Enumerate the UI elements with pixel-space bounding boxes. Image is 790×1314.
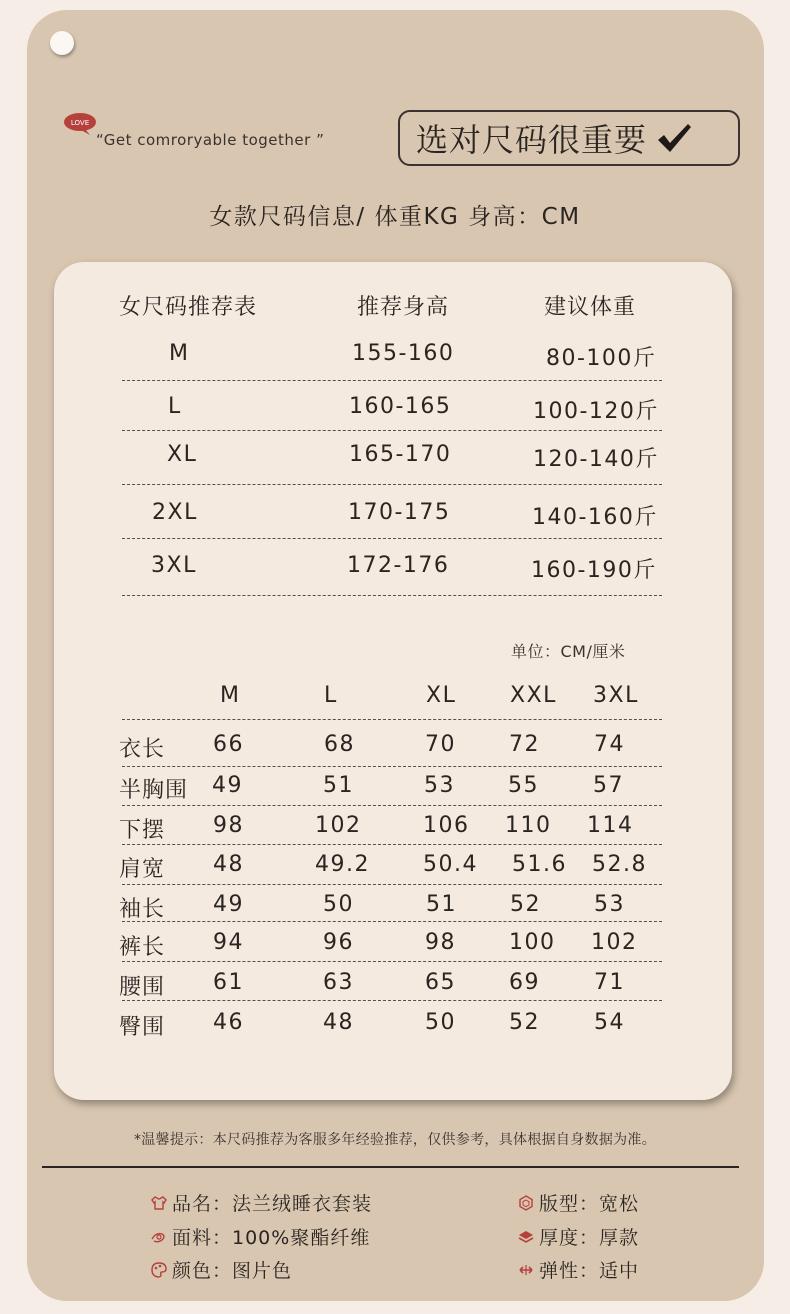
size-row-weight: 140-160斤: [532, 505, 658, 530]
measure-value: 50: [425, 1010, 456, 1035]
info-fit-text: 版型：宽松: [539, 1193, 640, 1215]
measure-row-label: 腰围: [119, 975, 166, 1000]
row-divider: [122, 961, 662, 962]
row-divider: [122, 595, 662, 596]
love-heart-badge-icon: [63, 112, 99, 136]
layers-icon: [517, 1228, 535, 1246]
measure-row-label: 衣长: [119, 737, 166, 762]
checkmark-icon: [655, 121, 693, 155]
measure-value: 74: [594, 732, 625, 757]
size-row-size: XL: [167, 442, 198, 467]
measure-value: 66: [213, 732, 244, 757]
size-row-height: 160-165: [349, 394, 452, 419]
measure-row-label: 肩宽: [119, 857, 166, 882]
row-divider: [122, 805, 662, 806]
size-row-weight: 120-140斤: [533, 447, 659, 472]
row-divider: [122, 484, 662, 485]
row-divider: [122, 719, 662, 720]
measure-value: 98: [213, 813, 244, 838]
measure-value: 51: [323, 773, 354, 798]
measure-col-header: M: [220, 683, 241, 708]
measure-value: 68: [324, 732, 355, 757]
row-divider: [122, 380, 662, 381]
hexagon-icon: [517, 1194, 535, 1212]
info-product-name-text: 品名：法兰绒睡衣套装: [172, 1193, 373, 1215]
measure-row-label: 袖长: [119, 897, 166, 922]
measure-value: 49: [213, 892, 244, 917]
measure-value: 69: [509, 970, 540, 995]
size-info-subtitle: 女款尺码信息/ 体重KG 身高：CM: [209, 204, 581, 230]
size-row-weight: 160-190斤: [531, 558, 657, 583]
info-fabric: [150, 1223, 370, 1250]
measure-value: 106: [423, 813, 470, 838]
measure-value: 61: [213, 970, 244, 995]
divider-line: [42, 1166, 739, 1168]
measure-value: 50: [323, 892, 354, 917]
measure-value: 54: [594, 1010, 625, 1035]
measure-row-label: 裤长: [119, 935, 166, 960]
fabric-icon: [150, 1228, 168, 1246]
measure-col-header: L: [324, 683, 338, 708]
tag-hole: [50, 31, 74, 55]
measure-value: 49.2: [315, 852, 370, 877]
size-table-header-size: 女尺码推荐表: [119, 295, 258, 320]
size-row-height: 170-175: [348, 500, 451, 525]
measure-col-header: XL: [426, 683, 457, 708]
measure-value: 102: [315, 813, 362, 838]
measure-value: 48: [323, 1010, 354, 1035]
stretch-arrows-icon: [517, 1261, 535, 1279]
info-fabric-text: 面料：100%聚酯纤维: [172, 1227, 371, 1249]
row-divider: [122, 766, 662, 767]
measure-col-header: XXL: [510, 683, 557, 708]
measure-value: 57: [593, 773, 624, 798]
size-row-size: 3XL: [151, 553, 197, 578]
measure-value: 72: [509, 732, 540, 757]
measure-value: 110: [505, 813, 552, 838]
row-divider: [122, 921, 662, 922]
measure-row-label: 下摆: [119, 818, 166, 843]
size-row-weight: 80-100斤: [546, 346, 657, 371]
shirt-icon: [150, 1194, 168, 1212]
row-divider: [122, 844, 662, 845]
measure-row-label: 臀围: [119, 1015, 166, 1040]
measure-value: 48: [213, 852, 244, 877]
measure-value: 55: [508, 773, 539, 798]
palette-icon: [150, 1261, 168, 1279]
measure-value: 102: [591, 930, 638, 955]
size-row-size: M: [169, 341, 190, 366]
info-color: [150, 1256, 292, 1283]
size-row-height: 172-176: [347, 553, 450, 578]
info-thickness-text: 厚度：厚款: [539, 1227, 640, 1249]
measure-row-label: 半胸围: [119, 778, 189, 803]
measure-value: 71: [594, 970, 625, 995]
info-fit: [517, 1189, 639, 1216]
size-row-height: 155-160: [352, 341, 455, 366]
info-color-text: 颜色：图片色: [172, 1260, 293, 1282]
row-divider: [122, 430, 662, 431]
size-tip-note: *温馨提示：本尺码推荐为客服多年经验推荐，仅供参考，具体根据自身数据为准。: [133, 1132, 657, 1148]
measure-value: 65: [425, 970, 456, 995]
row-divider: [122, 1000, 662, 1001]
tagline-quote: “Get comroryable together ”: [96, 131, 325, 149]
size-row-height: 165-170: [349, 442, 452, 467]
measure-value: 52.8: [592, 852, 647, 877]
info-elasticity: [517, 1256, 639, 1283]
row-divider: [122, 884, 662, 885]
measure-value: 53: [424, 773, 455, 798]
measure-value: 70: [425, 732, 456, 757]
size-table-header-height: 推荐身高: [357, 295, 450, 320]
row-divider: [122, 538, 662, 539]
measure-value: 50.4: [423, 852, 478, 877]
measure-value: 98: [425, 930, 456, 955]
measure-value: 114: [587, 813, 634, 838]
measure-value: 53: [594, 892, 625, 917]
info-product-name: [150, 1189, 372, 1216]
measure-value: 46: [213, 1010, 244, 1035]
page-title: 选对尺码很重要: [416, 121, 648, 159]
info-elasticity-text: 弹性：适中: [539, 1260, 640, 1282]
measure-value: 51: [426, 892, 457, 917]
size-table-header-weight: 建议体重: [544, 295, 637, 320]
love-badge-text: LOVE: [70, 119, 90, 127]
size-row-weight: 100-120斤: [533, 399, 659, 424]
measure-value: 52: [510, 892, 541, 917]
unit-label: 单位：CM/厘米: [511, 642, 626, 661]
measure-value: 51.6: [512, 852, 567, 877]
measure-value: 63: [323, 970, 354, 995]
measure-col-header: 3XL: [593, 683, 639, 708]
measure-value: 96: [323, 930, 354, 955]
measure-value: 49: [212, 773, 243, 798]
title-box: [398, 110, 740, 166]
info-thickness: [517, 1223, 639, 1250]
measure-value: 100: [509, 930, 556, 955]
size-row-size: 2XL: [152, 500, 198, 525]
measure-value: 52: [509, 1010, 540, 1035]
measure-value: 94: [213, 930, 244, 955]
size-row-size: L: [168, 394, 182, 419]
